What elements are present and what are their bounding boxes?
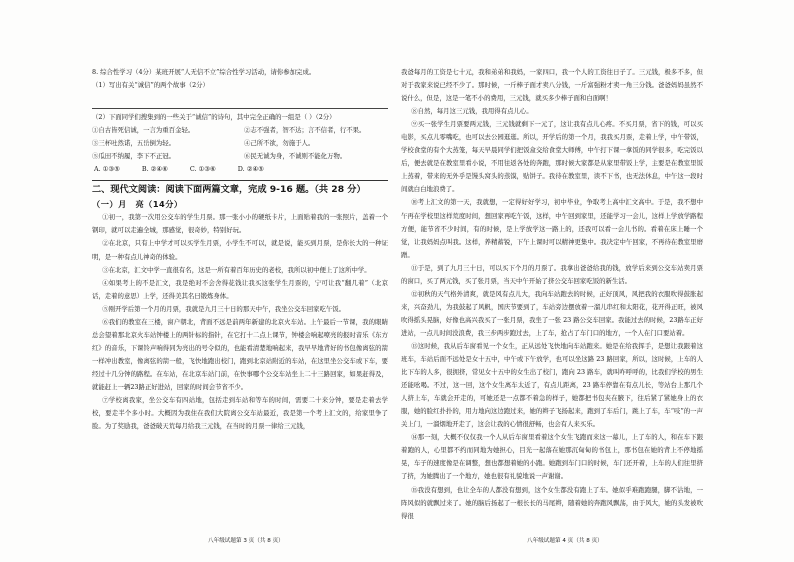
option-c: C. ①③⑥ — [189, 165, 216, 174]
q8-part1-answer-area — [92, 92, 388, 105]
q8-prompt: 8. 综合性学习（4分）某班开展“人无信不立”综合性学习活动，请你参加完成。 — [92, 68, 316, 76]
section-title: 二、现代文阅读：阅读下面两篇文章，完成 9-16 题。（共 28 分） — [92, 184, 366, 196]
article-paragraph: ⑩考上汇文的第一天，我就想，一定得好好学习，初中毕业，争取考上高中汇文高中。于是，我不想中午再在学校里这样荒度时间，想回家再吃午饭，这样，中午回到家里，还能学习一会儿，这样上学放学路程方便，能节省不少时间，有的时候，是上学放学这一路上的，还我可以看一会儿书的。看着在床上睡一个觉，让我妈妈点叫我。这样，养精蓄锐，下午上课时可以精神更集中。我决定中午回家，不再待在教室里磨蹭。 — [401, 198, 703, 259]
poem-item: ④己所不欲，勿施于人。 — [244, 139, 315, 148]
article-paragraph: ⑬这时候，我从后车窗看见一个女生，正从远处飞快地向车站跑来。她是在给我挥手，是想让我跟着这班车，车站后面不远处是女十五中，中午或下午放学，也可以坐这路 23 路回家，所以，这时候，上车的人比下车的人多，很拥挤，常见女十五中的女生出了校门，跑向 23 路车，就叫咋呼呼的，比我们学校的男生还能吆喝。不过，这一回，这个女生离车太近了，有点儿距离，23 路车停靠在有点儿长，等站台上那几个人挤上车，车就会开走的，可她还是一点都不着急的样子，她都把书包夹在腋下，往后紧了紧她身上的衣服，她的脸红扑扑的，用力地向这边跑过来，她的辫子飞扬起来，跑到了车后门，跳上了车，车“吱”的一声关上门，一溜烟地开走了，这会让我的心情很舒畅，也会有人来买乐。 — [401, 341, 703, 429]
article-paragraph: 我爸每月的工资是七十元，我和弟弟和我妈，一家四口，我一个人的工资往日子了。三元钱，极多不多，但对于我家来说已经不少了。那时候，一斤棒子面才卖八分钱，一斤富强粉才卖一角三分钱。爸爸妈妈虽然不说什么，但是，这是一笔不小的费用，三元钱，就买多少棒子面和白面啊！ — [401, 68, 703, 103]
poem-item: ②志不强者，智不达；言不信者，行不果。 — [244, 126, 366, 135]
article-title: （一）月 亮（14分） — [92, 199, 183, 210]
page-footer-right: 八年级试题第 4 页（共 8 页） — [527, 538, 603, 544]
answer-line — [92, 108, 388, 109]
article-paragraph: ⑤刚开学后第一个月的月票，我就是九月三十日的那天中午，我坐公交车回家吃午饭。 — [102, 304, 346, 313]
option-a: A. ①③⑤ — [94, 165, 120, 174]
article-paragraph: ④如果考上的不是汇文，我是绝对不会舍得花钱让我买这张学生月票的，宁可让我“翻几着”（北京话，走着的意思）上学，还得美其名曰锻炼身体。 — [92, 278, 388, 300]
article-paragraph: ⑮我没有想到，也让全车的人都没有想到，这个女生都没有跑上了车。她似乎难跑跑腿，脚不沾地，一阵风似的就飘过来了。她的脑后扬起了一根长长的马尾辫，随着她的奔跑风飘荡，由于风大，她的头发被吹得很 — [401, 485, 703, 520]
left-page-column — [92, 66, 388, 433]
article-paragraph: ①初一，我第一次用公交车的学生月票。那一张小小的硬纸卡片，上面贴着我的一张照片，盖着一个钢印，就可以走遍全城，那感觉，很奇妙，特别好玩。 — [92, 213, 388, 235]
poem-item: ①自古皆死信诚，一言为重百金轻。 — [92, 126, 195, 135]
article-paragraph: ⑦学校离我家，坐公交车有四站地，包括走到车站和等车的时间，需要二十来分钟，要是走着去学校，要走半个多小时。大概因为我住在我们大院离公交车站最近，我是第一个考上汇文的，给家里争了脸。为了奖励我，爸爸破天荒每月给我三元钱，在当时的月票一律给三元钱， — [92, 396, 388, 431]
article-paragraph: ②在北京，只有上中学才可以买学生月票，小学生不可以，就是说，能买到月票，是你长大的一种证明，是一种有点儿神奇的体验。 — [92, 239, 388, 261]
right-page-column — [401, 66, 703, 523]
section-divider — [92, 180, 388, 181]
poem-item: ⑤瓜田不纳履，李下不正冠。 — [92, 152, 176, 161]
option-d: D. ②④⑤ — [237, 165, 264, 174]
q8-part2: （2）下面同学们搜集到的一些关于“诚信”的诗句，其中完全正确的一组是（ ）（2分） — [92, 113, 336, 122]
poem-item: ⑥民无诚为身，不诚则不能化万物。 — [244, 152, 347, 161]
article-paragraph: ③在北京，汇文中学一直很有名，这是一所有着百年历史的老校，我所以初中便上了这所中学。 — [102, 265, 371, 274]
q8-part1: （1）写出有关“诚信”的两个故事（2分） — [92, 81, 209, 90]
article-paragraph: ⑧自然，每月这三元钱，我用得有点儿心。 — [411, 107, 533, 116]
poem-list — [92, 124, 388, 163]
article-paragraph: ⑨买一张学生月票要两元钱，三元钱就剩下一元了，这让我有点儿心疼。不买月票，省下的钱，可以买电影，买点儿零嘴吃，也可以去公园逛逛。所以，开学后的第一个月，我我买月票，走着上学，中午带饭，学校食堂的有个大蒸笼，每天早晨同学们把饭盒交给食堂大师傅，中午打下课一拿饭的同学很多，吃完饭以后，便去就是在教室里看小说，不用往返各处的奔跑，那时候大家都是从家里带饭上学，主要是在教室里饭上蒸着，带来的无外乎是馒头窝头的蒸馍，贴饼子。我待在教室里，读不下书，也无法休息，中午这一段时间就白白地浪费了。 — [401, 120, 703, 194]
page-footer-left: 八年级试题第 3 页（共 8 页） — [208, 538, 284, 544]
article-paragraph: ⑪于是，到了九月三十日，可以买下个月的月票了。我拿出爸爸给我的钱，放学后来到公交车站卖月票的窗口，买了两元钱，买了张月票，当天中午开始了挤公交车回家吃饭的新生活。 — [401, 263, 703, 285]
article-paragraph: ⑥我们的教室在三楼，窗户朝北，背面不远是前两年新建的北京火车站。上午最后一节课，我的眼睛总会望着那北京火车站钟楼上的两针标的指针，在它打十二点上课节，钟楼会响起嘹亮的报时音乐《东方红》的音乐，下课铃声响得同为亮出的号令似的，也能看清楚地响起来，我早早地背好的书包像离弦的箭一样冲出教室，像离弦的箭一般，飞快地跑出校门，跑到北京站附近的车站，在这里坐公交车或下车，要经过十几分钟的路程。在车站，在北京车站门前，在快事哪个公交车站坐上二十三路回家，如果赶得及，就能赶上一辆23路正好进站，回家的时间会节省不少。 — [92, 317, 388, 391]
article-paragraph: ⑫初秋的天气格外清爽，就是风有点儿大，我向车站跑去的时候，正好顶风，风把我的衣服吹得鼓胀起来，兴奋劲儿，为我鼓起了风帆，国庆节要到了，车站旁边摆放着一溜儿串红和太阳花，花开得正旺，被风吹得摇头晃脑，好像也高兴我买了一张月票，我坐了一张 23 路公交车回家。我能过去的时候，23路车正好进站，一点儿时间没浪费，我三步两步跑过去，上了车，抢占了车门口的地方，一个人在门口要站着。 — [401, 289, 703, 337]
article-paragraph: ⑭那一刻，大概不仅仅我一个人从后车窗里看着这个女生飞跑而来这一幕儿，上了车的人，和在车下跟着跑的人，心里都不约而同地为她担心，目光一起落在她那沉甸甸的书包上，那书包在她的背上不停地摇晃，车子的速度像是在调整，想也都想着她的小跑。她跑到车门口的时候，车门还开着，上车的人们往里挤了挤，为她腾出了一个地方，她也很有礼貌地说一声谢谢。 — [401, 433, 703, 481]
poem-item: ③三杯吐然诺，五岳倒为轻。 — [92, 139, 176, 148]
answer-options — [92, 163, 388, 176]
option-b: B. ②④⑥ — [141, 165, 168, 174]
